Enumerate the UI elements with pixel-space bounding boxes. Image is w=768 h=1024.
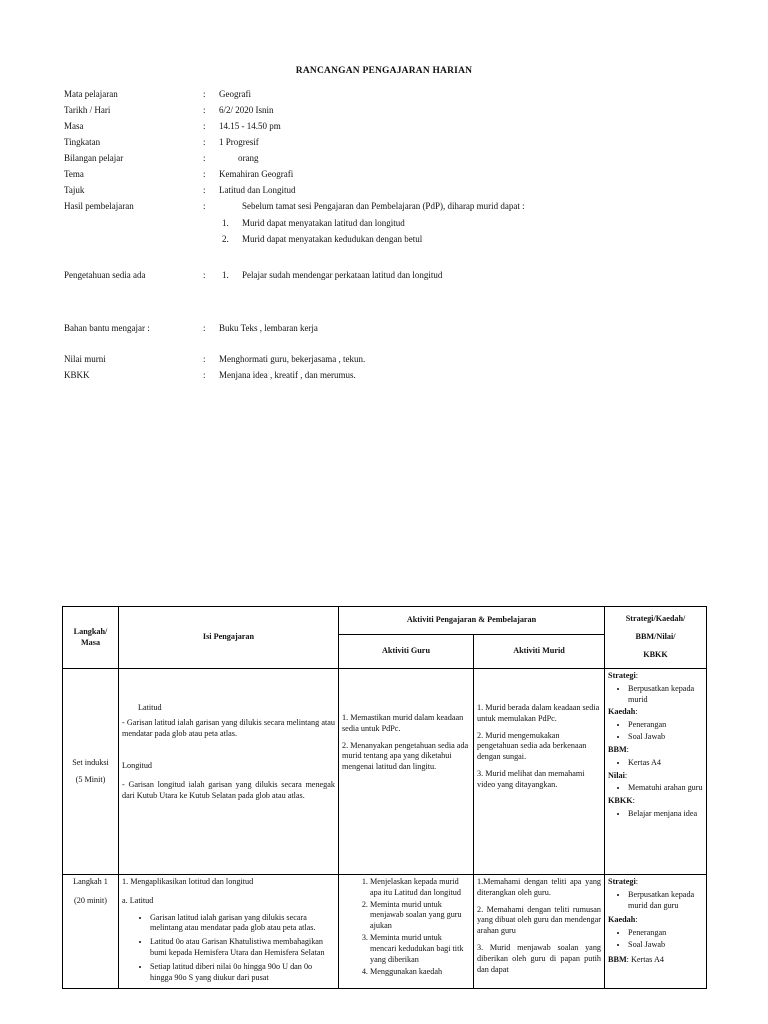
strategi-label: Strategi	[608, 671, 636, 680]
info-label: KBKK	[64, 370, 90, 380]
kaedah-label: Kaedah	[608, 707, 636, 717]
langkah-cell	[63, 669, 119, 875]
bbm-item: • Kertas A4	[628, 758, 703, 769]
guru-activity: 3. Meminta murid untuk mencari kedudukan bagi titk yang diberikan	[370, 933, 470, 965]
info-value: Sebelum tamat sesi Pengajaran dan Pembelajaran (PdP), diharap murid dapat :	[242, 201, 525, 211]
info-value: Buku Teks , lembaran kerja	[219, 323, 318, 333]
kbkk-item: • Belajar menjana idea	[628, 809, 703, 820]
guru-activity: 1. Menjelaskan kepada murid apa itu Latitud dan longitud	[370, 877, 470, 899]
nilai-label: Nilai	[608, 770, 625, 780]
info-label: Tingkatan	[64, 137, 101, 147]
kaedah-label: Kaedah	[608, 915, 636, 925]
header-murid: Aktiviti Murid	[474, 635, 605, 669]
info-label: Tarikh / Hari	[64, 105, 111, 115]
langkah-masa: (5 Minit)	[75, 774, 106, 784]
kbkk-label: KBKK	[608, 796, 633, 806]
isi-item: • Latitud 0o atau Garisan Khatulistiwa membahagikan bumi kepada Hemisfera Utara dan Hemisfera Selatan	[150, 937, 335, 959]
header-guru: Aktiviti Guru	[339, 635, 474, 669]
murid-cell	[474, 669, 605, 875]
bbm-label: BBM	[608, 954, 627, 964]
hasil-item-text: Murid dapat menyatakan kedudukan dengan betul	[242, 234, 423, 244]
info-colon: :	[203, 370, 206, 380]
info-colon: :	[203, 169, 206, 179]
info-label: Pengetahuan sedia ada	[64, 270, 146, 280]
info-value: Kemahiran Geografi	[219, 169, 294, 179]
murid-activity: 1. Murid berada dalam keadaan sedia untuk memulakan PdPc.	[477, 703, 600, 723]
guru-activity: 4. Menggunakan kaedah	[370, 967, 470, 978]
hasil-item-text: Murid dapat menyatakan latitud dan longitud	[242, 218, 405, 228]
strategi-item: • Berpusatkan kepada murid	[628, 684, 703, 706]
info-value: 6/2/ 2020 Isnin	[219, 105, 274, 115]
table-row	[63, 669, 707, 875]
isi-cell	[119, 875, 339, 989]
lesson-plan-table	[62, 606, 707, 989]
info-colon: :	[203, 323, 206, 333]
header-langkah: Langkah/ Masa	[63, 607, 119, 669]
murid-activity: 2. Memahami dengan teliti rumusan yang dibuat oleh guru dan mendengar arahan guru	[477, 904, 602, 936]
info-colon: :	[203, 89, 206, 99]
info-colon: :	[203, 270, 206, 280]
info-colon: :	[203, 121, 206, 131]
info-label: Tajuk	[64, 185, 85, 195]
info-value: Menjana idea , kreatif , dan merumus.	[219, 370, 356, 380]
info-value: orang	[238, 153, 259, 163]
bbm-label: BBM	[608, 744, 627, 754]
langkah-label: Set induksi	[72, 757, 109, 767]
nilai-item: • Mematuhi arahan guru	[628, 783, 703, 794]
isi-item: • Garisan latitud ialah garisan yang dilukis secara melintang atau mendatar pada glob atau peta atlas.	[150, 913, 335, 935]
info-value: Pelajar sudah mendengar perkataan latitud dan longitud	[242, 270, 443, 280]
info-value: 1 Progresif	[219, 137, 259, 147]
isi-heading: 1. Mengaplikasikan lotitud dan longitud	[122, 877, 254, 886]
isi-subheading: a. Latitud	[122, 895, 154, 905]
isi-paragraph: - Garisan longitud ialah garisan yang dilukis secara menegak dari Kutub Utara ke Kutub Selatan pada glob atau atlas.	[122, 780, 335, 801]
murid-activity: 2. Murid mengemukakan pengetahuan sedia ada berkenaan dengan sungai.	[477, 730, 587, 762]
info-value: 14.15 - 14.50 pm	[219, 121, 281, 131]
isi-paragraph: - Garisan latitud ialah garisan yang dilukis secara melintang atau mendatar pada glob atau peta atlas.	[122, 717, 335, 738]
guru-cell	[339, 875, 474, 989]
bbm-value: Kertas A4	[631, 954, 664, 964]
info-label: Tema	[64, 169, 84, 179]
header-strategi-line: BBM/Nilai/	[635, 632, 676, 642]
kaedah-item: • Penerangan	[628, 928, 703, 939]
header-strategi-line: KBKK	[643, 649, 668, 659]
header-strategi	[605, 607, 707, 669]
guru-activity: 2. Menanyakan pengetahuan sedia ada murid tentang apa yang diketahui mengenai latitud dan lingitu.	[342, 740, 469, 772]
info-label: Bahan bantu mengajar :	[64, 323, 150, 333]
strategi-label: Strategi	[608, 877, 636, 886]
info-label: Nilai murni	[64, 354, 106, 364]
murid-activity: 1.Memahami dengan teliti apa yang diterangkan oleh guru.	[477, 877, 602, 897]
info-colon: :	[203, 201, 206, 211]
kaedah-item: • Penerangan	[628, 720, 703, 731]
langkah-masa: (20 minit)	[74, 895, 107, 905]
hasil-item-number: 1.	[222, 218, 229, 228]
murid-activity: 3. Murid menjawab soalan yang diberikan oleh guru di papan putih dan dapat	[477, 943, 602, 974]
info-value: Geografi	[219, 89, 251, 99]
header-aktiviti: Aktiviti Pengajaran & Pembelajaran	[339, 607, 605, 635]
info-label: Mata pelajaran	[64, 89, 118, 99]
info-colon: :	[203, 354, 206, 364]
isi-heading: Longitud	[122, 761, 153, 771]
info-colon: :	[203, 153, 206, 163]
table-row	[63, 875, 707, 989]
guru-activity: 1. Memastikan murid dalam keadaan sedia untuk PdPc.	[342, 713, 464, 733]
kaedah-item: • Soal Jawab	[628, 732, 703, 743]
isi-heading: Latitud	[138, 703, 162, 712]
isi-cell	[119, 669, 339, 875]
kaedah-item: • Soal Jawab	[628, 940, 703, 951]
murid-activity: 3. Murid melihat dan memahami video yang ditayangkan.	[477, 769, 585, 789]
strategi-cell: Strategi: • Berpusatkan kepada murid dan guru Kaedah: • Penerangan • Soal Jawab BBM: Kertas A4	[605, 875, 707, 989]
guru-activity: 2. Meminta murid untuk menjawab soalan yang guru ajukan	[370, 900, 470, 932]
murid-cell	[474, 875, 605, 989]
hasil-item-number: 2.	[222, 234, 229, 244]
langkah-cell	[63, 875, 119, 989]
strategi-cell: Strategi: • Berpusatkan kepada murid Kaedah: • Penerangan • Soal Jawab BBM: • Kertas A4 Nilai: • Mematuhi arahan guru KBKK: • Belajar menjana idea	[605, 669, 707, 875]
info-label: Hasil pembelajaran	[64, 201, 134, 211]
strategi-item: • Berpusatkan kepada murid dan guru	[628, 890, 703, 912]
info-number: 1.	[222, 270, 229, 280]
header-strategi-line: Strategi/Kaedah/	[625, 614, 686, 624]
info-colon: :	[203, 137, 206, 147]
info-label: Bilangan pelajar	[64, 153, 124, 163]
isi-item: • Setiap latitud diberi nilai 0o hingga 90o U dan 0o hingga 90o S yang diukur dari pusat	[150, 962, 335, 984]
info-colon: :	[203, 185, 206, 195]
guru-cell	[339, 669, 474, 875]
info-colon: :	[203, 105, 206, 115]
info-value: Menghormati guru, bekerjasama , tekun.	[219, 354, 366, 364]
info-label: Masa	[64, 121, 84, 131]
page-title: RANCANGAN PENGAJARAN HARIAN	[295, 66, 473, 76]
header-isi: Isi Pengajaran	[119, 607, 339, 669]
langkah-label: Langkah 1	[73, 877, 108, 886]
info-value: Latitud dan Longitud	[219, 185, 296, 195]
